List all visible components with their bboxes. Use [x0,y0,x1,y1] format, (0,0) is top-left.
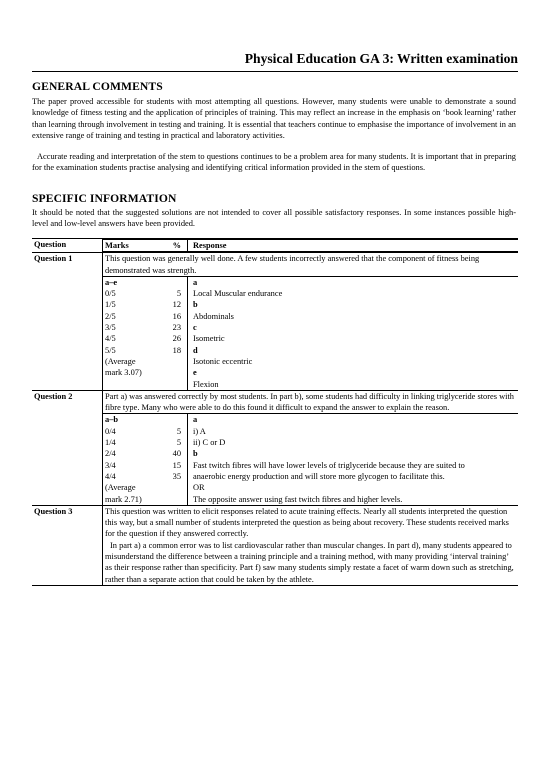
question-3-comment-2: In part a) a common error was to list cardiovascular rather than muscular changes. In part d), many students appeared to misunderstand the difference between a training principle and a training method, with many providing ‘interval training’ as their response rather than specificity. Part f) saw many students simply restate a facet of warm down such as stretching, rather than a separate action that could be taken by the athlete. [105,540,514,584]
response-cell: Fast twitch fibres will have lower levels of triglyceride because they are suited to [188,460,519,471]
response-cell: e [188,367,519,378]
marks-cell: a–b [103,414,161,426]
question-3-comment-1: This question was written to elicit responses related to acute training effects. Nearly all students interpreted the question this way, but a small number of students interpreted the question as being about recovery. These students received marks for the question if they answered correctly. [105,506,509,539]
marks-row [103,482,518,493]
marks-cell [103,379,161,390]
response-cell: a [188,276,519,288]
marks-row [103,288,518,299]
specific-information-heading: SPECIFIC INFORMATION [32,192,177,205]
marks-cell: mark 3.07) [105,368,142,378]
question-3-label: Question 3 [32,505,103,585]
response-cell: b [188,448,519,459]
response-cell: ii) C or D [188,437,519,448]
marks-row [103,471,518,482]
marks-cell: 5/5 [105,345,116,355]
marks-row [103,345,518,356]
question-3-row [32,505,518,585]
question-1-marks-table [103,276,518,390]
percent-cell [161,414,188,426]
header-response: Response [188,240,519,252]
marks-row [103,494,518,505]
marks-cell: 2/5 [105,311,116,321]
response-cell: Flexion [188,379,519,390]
response-cell: anaerobic energy production and will store more glycogen to facilitate this. [188,471,519,482]
marks-row [103,299,518,310]
header-percent: % [161,240,188,252]
marks-row [103,311,518,322]
header-question: Question [32,239,103,253]
response-cell: Local Muscular endurance [188,288,519,299]
percent-cell [161,367,188,378]
general-comments-paragraph-2: Accurate reading and interpretation of the stem to questions continues to be a problem area for many students. It is important that in preparing for the examination students practise analysing and identifying critical information provided in the stem of questions. [32,152,516,173]
question-2-label: Question 2 [32,390,103,505]
document-header: Physical Education GA 3: Written examination [244,51,518,66]
response-cell: a [188,414,519,426]
response-cell: i) A [188,426,519,437]
response-cell: The opposite answer using fast twitch fibres and higher levels. [188,494,519,505]
response-cell: c [188,322,519,333]
response-cell: OR [188,482,519,493]
response-cell: b [188,299,519,310]
percent-cell [161,276,188,288]
question-1-comment: This question was generally well done. A few students incorrectly answered that the component of fitness being demonstrated was strength. [105,254,480,275]
marks-cell: 3/5 [105,323,116,333]
percent-cell: 15 [172,460,181,470]
percent-cell: 5 [176,289,181,299]
marks-row [103,448,518,459]
marks-cell: mark 2.71) [105,494,142,504]
percent-cell: 18 [172,345,181,355]
marks-row [103,379,518,390]
percent-cell: 12 [172,300,181,310]
question-1-label: Question 1 [32,253,103,391]
results-table [32,238,518,586]
general-comments-paragraph-1: The paper proved accessible for students with most attempting all questions. However, many students were unable to demonstrate a sound knowledge of fitness testing and the application of principles of training. This may reflect an increase in the emphasis on ‘book learning’ rather than learning through involvement in testing and training. It is essential that teachers continue to emphasise the importance of involvement in an extensive range of training and testing in practical and laboratory activities. [32,97,516,140]
marks-row [103,426,518,437]
response-cell: d [188,345,519,356]
header-rule [32,71,518,72]
response-cell: Abdominals [188,311,519,322]
marks-row [103,367,518,378]
marks-cell: 4/5 [105,334,116,344]
marks-row [103,333,518,344]
marks-row [103,322,518,333]
marks-cell: (Average [105,483,136,493]
question-1-row [32,253,518,391]
marks-cell: 2/4 [105,449,116,459]
general-comments-heading: GENERAL COMMENTS [32,80,163,93]
marks-cell: (Average [105,356,136,366]
response-cell: Isometric [188,333,519,344]
marks-cell: 3/4 [105,460,116,470]
marks-cell: 0/5 [105,289,116,299]
marks-row [103,460,518,471]
marks-cell: 4/4 [105,471,116,481]
percent-cell: 5 [176,438,181,448]
percent-cell [161,482,188,493]
percent-cell [161,356,188,367]
question-2-comment: Part a) was answered correctly by most students. In part b), some students had difficulty in linking triglyceride stores with fibre type. Many who were able to do this found it difficult to expand the answer to explain the reason. [105,391,514,413]
marks-row [103,437,518,448]
marks-row [103,356,518,367]
marks-cell: 1/5 [105,300,116,310]
question-2-marks-table [103,413,518,504]
percent-cell: 40 [172,449,181,459]
percent-cell [161,379,188,390]
percent-cell: 26 [172,334,181,344]
marks-row [103,276,518,288]
percent-cell: 16 [172,311,181,321]
percent-cell: 5 [176,426,181,436]
marks-row [103,414,518,426]
header-marks: Marks [103,240,161,252]
specific-information-paragraph: It should be noted that the suggested solutions are not intended to cover all possible satisfactory responses. In some instances possible high-level and low-level answers have been provided. [32,208,516,229]
marks-cell: 1/4 [105,438,116,448]
percent-cell [161,494,188,505]
marks-cell: 0/4 [105,426,116,436]
percent-cell: 23 [172,323,181,333]
table-header-row [32,239,518,253]
question-2-row [32,390,518,505]
response-cell: Isotonic eccentric [188,356,519,367]
marks-cell: a–e [103,276,161,288]
percent-cell: 35 [172,471,181,481]
